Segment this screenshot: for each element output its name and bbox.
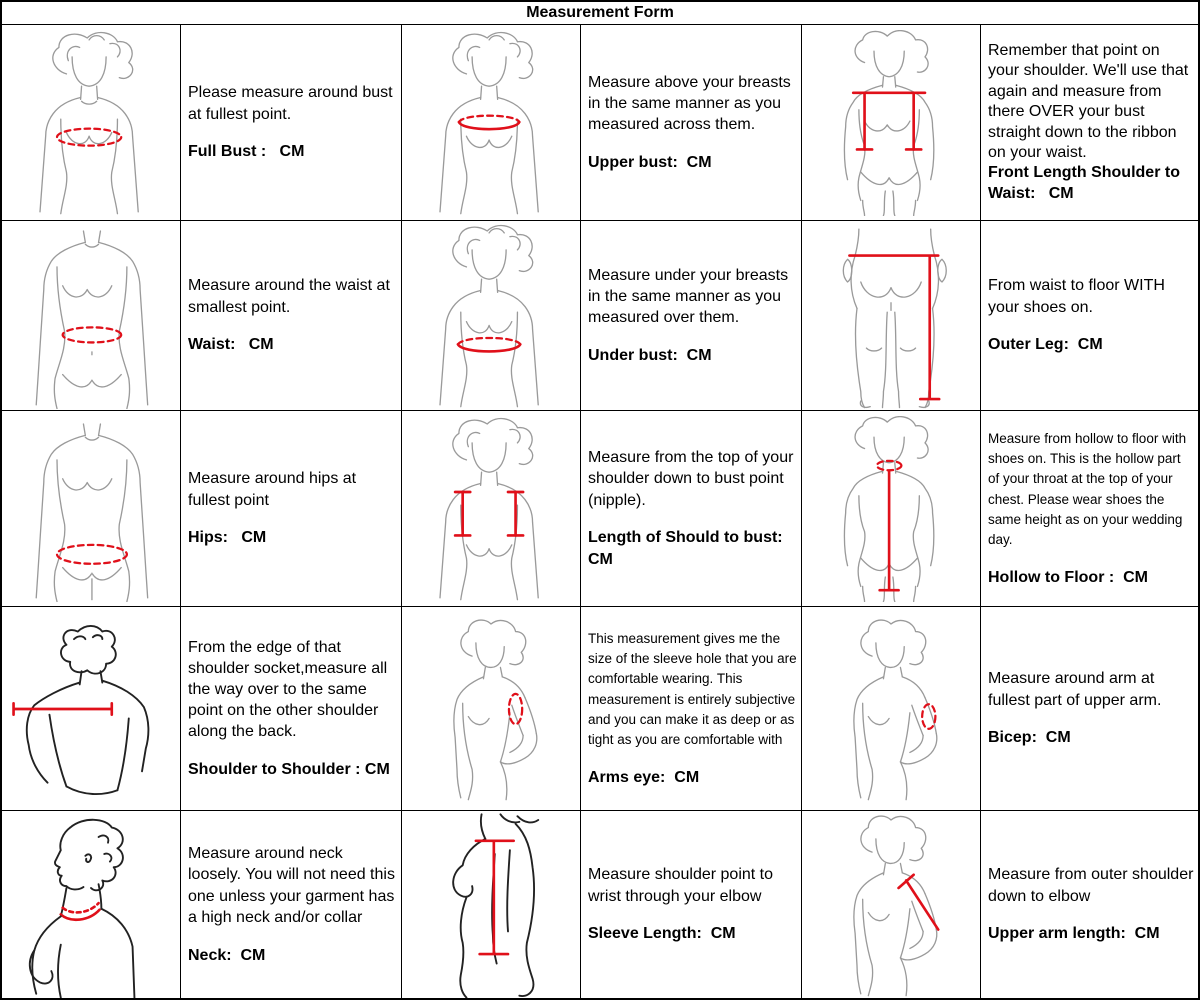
measure-label: Upper bust: CM <box>588 154 712 171</box>
figure-cell-arms-eye <box>402 607 581 811</box>
measure-label: Bicep: CM <box>988 729 1071 747</box>
instruction-cell-arms-eye <box>581 607 802 811</box>
measure-description: Measure from hollow to floor with shoes on. This is the hollow part of your throat at the top of your chest. Please wear shoes the same height as on your wedding day. <box>988 430 1190 548</box>
waist-measure-line <box>63 327 122 342</box>
outer-leg-measure-line <box>849 255 939 399</box>
figure-cell-front-length-shoulder-to-waist <box>802 25 981 221</box>
measure-description: Measure above your breasts in the same manner as you measured across them. <box>588 73 796 134</box>
instruction-cell-hollow-to-floor <box>981 411 1198 607</box>
arms-eye-figure-illustration <box>406 616 576 802</box>
instruction-cell-full-bust <box>181 25 402 221</box>
figure-cell-hollow-to-floor <box>802 411 981 607</box>
measure-description: Remember that point on your shoulder. We'll use that again and measure from there OVER your bust straight down to the ribbon on your waist. <box>988 41 1193 161</box>
bicep-figure-illustration <box>806 616 976 802</box>
measure-label: Full Bust : CM <box>188 143 305 161</box>
figure-cell-outer-leg <box>802 221 981 411</box>
page-title: Measurement Form <box>2 2 1198 25</box>
upper-bust-measure-line <box>459 122 519 129</box>
neck-figure-illustration <box>6 812 176 998</box>
figure-cell-upper-arm-length <box>802 811 981 998</box>
upper-bust-figure-illustration <box>406 30 576 216</box>
outer-leg-figure-illustration <box>806 223 976 409</box>
measure-label: Arms eye: CM <box>588 769 700 787</box>
measure-description: Please measure around bust at fullest point. <box>188 84 398 123</box>
measure-label: Hips: CM <box>188 529 267 547</box>
figure-cell-full-bust <box>2 25 181 221</box>
waist-figure-illustration <box>6 223 176 409</box>
arms-eye-measure-line <box>509 693 522 723</box>
measure-description: This measurement gives me the size of the sleeve hole that you are comfortable wearing. This measurement is entirely subjective and you can make it as deep or as tight as you are comfortable with <box>588 630 801 748</box>
measure-description: Measure from outer shoulder down to elbow <box>988 866 1198 905</box>
measure-label: Front Length Shoulder to Waist: CM <box>988 164 1185 202</box>
instruction-cell-under-bust <box>581 221 802 411</box>
instruction-cell-hips <box>181 411 402 607</box>
figure-cell-shoulder-to-shoulder <box>2 607 181 811</box>
instruction-cell-upper-bust <box>581 25 802 221</box>
measure-label: Hollow to Floor : CM <box>988 569 1148 587</box>
figure-cell-hips <box>2 411 181 607</box>
figure-cell-upper-bust <box>402 25 581 221</box>
measure-label: Neck: CM <box>188 946 266 964</box>
hips-figure-illustration <box>6 416 176 602</box>
instruction-cell-bicep <box>981 607 1198 811</box>
instruction-cell-neck <box>181 811 402 998</box>
under-bust-figure-illustration <box>406 223 576 409</box>
shoulder-to-bust-measure-line <box>463 492 516 535</box>
measure-label: Waist: CM <box>188 336 274 354</box>
figure-cell-waist <box>2 221 181 411</box>
measure-description: Measure around hips at fullest point <box>188 470 361 509</box>
instruction-cell-upper-arm-length <box>981 811 1198 998</box>
shoulder-measure-line <box>14 703 112 714</box>
figure-cell-shoulder-to-bust <box>402 411 581 607</box>
hollow-to-floor-figure-illustration <box>806 416 976 602</box>
measure-description: Measure shoulder point to wrist through your elbow <box>588 866 778 905</box>
measurement-grid <box>2 25 1198 998</box>
measure-description: Measure around neck loosely. You will not need this one unless your garment has a high neck and/or collar <box>188 845 400 926</box>
figure-cell-sleeve-length <box>402 811 581 998</box>
figure-cell-bicep <box>802 607 981 811</box>
measure-label: Shoulder to Shoulder : CM <box>188 761 390 779</box>
upper-arm-length-figure-illustration <box>806 812 976 998</box>
figure-cell-neck <box>2 811 181 998</box>
measure-description: Measure under your breasts in the same manner as you measured over them. <box>588 266 793 327</box>
measure-description: Measure around arm at fullest part of upper arm. <box>988 670 1162 709</box>
front-length-figure-illustration <box>806 30 976 216</box>
shoulder-to-shoulder-figure-illustration <box>6 616 176 802</box>
measure-description: Measure from the top of your shoulder down to bust point (nipple). <box>588 449 798 509</box>
measure-label: Length of Should to bust: CM <box>588 529 792 568</box>
front-length-measure-line <box>853 92 925 149</box>
figure-cell-under-bust <box>402 221 581 411</box>
measure-label: Under bust: CM <box>588 347 712 364</box>
under-bust-measure-line <box>458 344 520 351</box>
instruction-cell-front-length-shoulder-to-waist <box>981 25 1198 221</box>
shoulder-to-bust-figure-illustration <box>406 416 576 602</box>
instruction-cell-sleeve-length <box>581 811 802 998</box>
measure-label: Sleeve Length: CM <box>588 925 736 943</box>
instruction-cell-outer-leg <box>981 221 1198 411</box>
sleeve-length-figure-illustration <box>406 812 576 998</box>
full-bust-figure-illustration <box>6 30 176 216</box>
instruction-cell-shoulder-to-bust <box>581 411 802 607</box>
measure-label: Upper arm length: CM <box>988 925 1160 943</box>
hips-measure-line <box>57 544 127 563</box>
instruction-cell-waist <box>181 221 402 411</box>
measure-label: Outer Leg: CM <box>988 336 1103 354</box>
measure-description: From the edge of that shoulder socket,measure all the way over to the same point on the other shoulder along the back. <box>188 638 392 741</box>
measure-description: Measure around the waist at smallest point. <box>188 277 395 316</box>
instruction-cell-shoulder-to-shoulder <box>181 607 402 811</box>
measure-description: From waist to floor WITH your shoes on. <box>988 277 1170 316</box>
